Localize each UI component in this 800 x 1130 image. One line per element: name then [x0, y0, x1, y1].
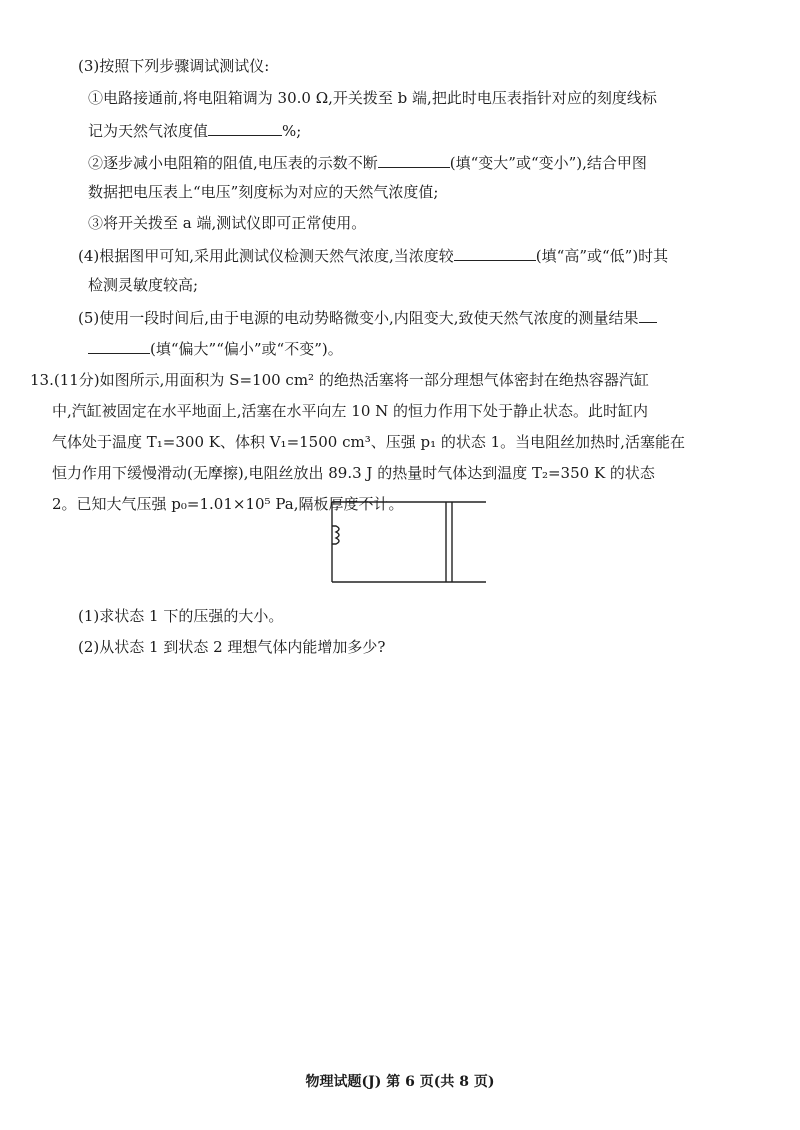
q13-line2: 中,汽缸被固定在水平地面上,活塞在水平向左 10 N 的恒力作用下处于静止状态。此时缸内 — [52, 402, 649, 420]
q13-sub1: (1)求状态 1 下的压强的大小。 — [78, 607, 284, 625]
blank-measurement-b[interactable] — [88, 337, 150, 354]
part4-line2: 检测灵敏度较高; — [88, 276, 199, 294]
q13-sub2: (2)从状态 1 到状态 2 理想气体内能增加多少? — [78, 638, 386, 656]
heating-wire-icon — [332, 526, 339, 544]
q13-line4: 恒力作用下缓慢滑动(无摩擦),电阻丝放出 89.3 J 的热量时气体达到温度 T₂=350 K 的状态 — [52, 464, 655, 482]
step2-line1: ②逐步减小电阻箱的阻值,电压表的示数不断 (填“变大”或“变小”),结合甲图 — [88, 151, 647, 174]
q13-line3: 气体处于温度 T₁=300 K、体积 V₁=1500 cm³、压强 p₁ 的状态 1。当电阻丝加热时,活塞能在 — [52, 433, 685, 451]
step3-line: ③将开关拨至 a 端,测试仪即可正常使用。 — [88, 214, 367, 232]
q13-line5: 2。已知大气压强 p₀=1.01×10⁵ Pa,隔板厚度不计。 — [52, 495, 404, 513]
part4-line1: (4)根据图甲可知,采用此测试仪检测天然气浓度,当浓度较 (填“高”或“低”)时其 — [78, 244, 668, 267]
step1-line1: ①电路接通前,将电阻箱调为 30.0 Ω,开关拨至 b 端,把此时电压表指针对应的刻度线标 — [88, 89, 657, 107]
blank-measurement-a[interactable] — [639, 306, 657, 323]
blank-voltage-change[interactable] — [378, 151, 450, 168]
part5-line2: (填“偏大”“偏小”或“不变”)。 — [88, 337, 343, 360]
cylinder-diagram — [320, 492, 492, 592]
page-footer: 物理试题(J) 第 6 页(共 8 页) — [305, 1074, 495, 1090]
blank-high-low[interactable] — [454, 244, 536, 261]
part5-line1: (5)使用一段时间后,由于电源的电动势略微变小,内阻变大,致使天然气浓度的测量结果 — [78, 306, 657, 329]
q13-line1: 13.(11分)如图所示,用面积为 S=100 cm² 的绝热活塞将一部分理想气体密封在绝热容器汽缸 — [30, 371, 649, 389]
step1-line2: 记为天然气浓度值 %; — [88, 119, 301, 142]
step2-line2: 数据把电压表上“电压”刻度标为对应的天然气浓度值; — [88, 183, 439, 201]
part3-title: (3)按照下列步骤调试测试仪: — [78, 57, 270, 75]
blank-concentration[interactable] — [208, 119, 282, 136]
